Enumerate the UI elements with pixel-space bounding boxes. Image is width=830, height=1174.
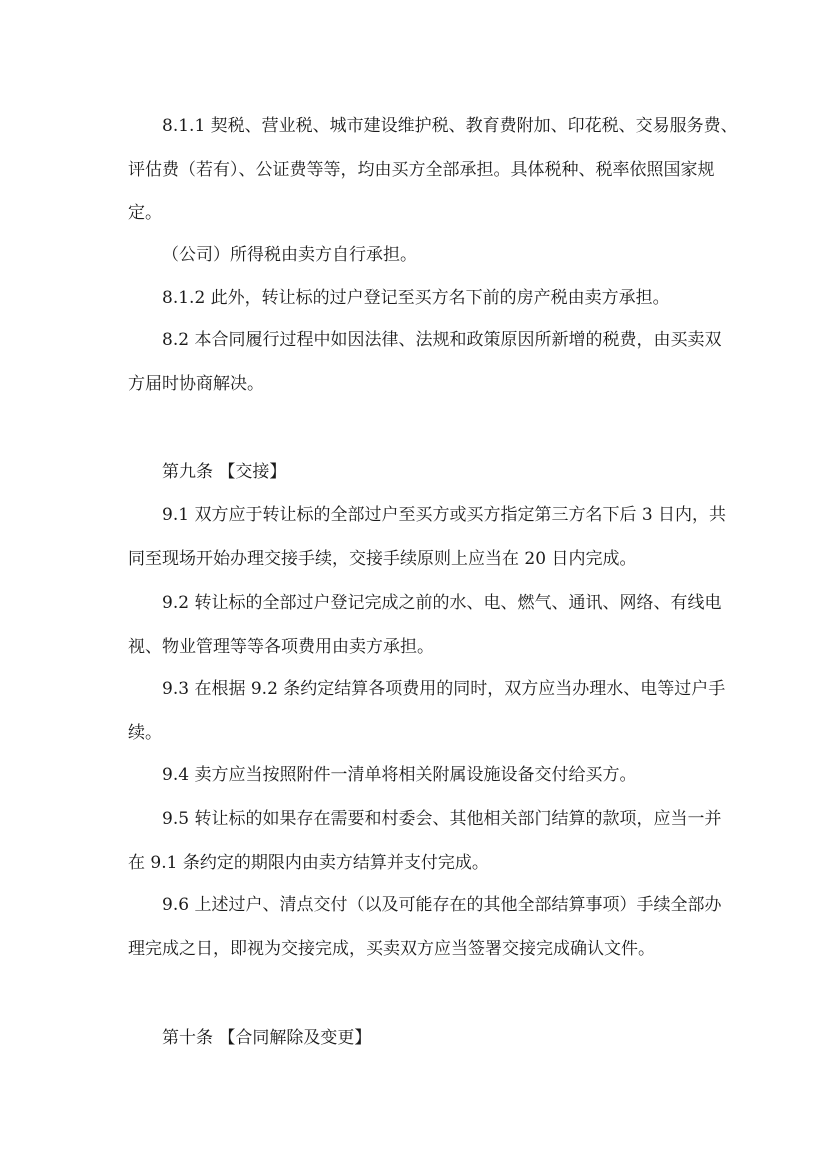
paragraph-line: 8.1.2 此外，转让标的过户登记至买方名下前的房产税由卖方承担。 bbox=[162, 288, 670, 308]
section-heading-article-9: 第九条 【交接】 bbox=[162, 462, 287, 482]
paragraph-p94 bbox=[128, 754, 728, 798]
paragraph-line: 定。 bbox=[128, 203, 162, 223]
paragraph-line: 9.1 双方应于转让标的全部过户至买方或买方指定第三方名下后 3 日内，共 bbox=[162, 505, 727, 525]
paragraph-p93 bbox=[128, 668, 728, 755]
paragraph-line: 在 9.1 条约定的期限内由卖方结算并支付完成。 bbox=[128, 852, 489, 873]
paragraph-line: 8.1.1 契税、营业税、城市建设维护税、教育费附加、印花税、交易服务费、 bbox=[162, 116, 738, 136]
paragraph-p91 bbox=[128, 494, 728, 581]
paragraph-line: 续。 bbox=[128, 722, 162, 743]
paragraph-line: 9.3 在根据 9.2 条约定结算各项费用的同时，双方应当办理水、电等过户手 bbox=[162, 679, 726, 699]
section-heading-article-10: 第十条 【合同解除及变更】 bbox=[162, 1028, 372, 1048]
paragraph-line: （公司）所得税由卖方自行承担。 bbox=[162, 245, 417, 265]
paragraph-line: 9.5 转让标的如果存在需要和村委会、其他相关部门结算的款项，应当一并 bbox=[162, 809, 722, 829]
paragraph-p96 bbox=[128, 884, 728, 971]
paragraph-line: 同至现场开始办理交接手续，交接手续原则上应当在 20 日内完成。 bbox=[128, 548, 637, 569]
paragraph-line: 8.2 本合同履行过程中如因法律、法规和政策原因所新增的税费，由买卖双 bbox=[162, 330, 722, 350]
paragraph-p95 bbox=[128, 798, 728, 885]
paragraph-line: 评估费（若有）、公证费等等，均由买方全部承担。具体税种、税率依照国家规 bbox=[128, 159, 715, 180]
paragraph-p811 bbox=[128, 105, 738, 236]
paragraph-p812 bbox=[128, 277, 728, 321]
paragraph-line: 9.2 转让标的全部过户登记完成之前的水、电、燃气、通讯、网络、有线电 bbox=[162, 593, 722, 613]
paragraph-p92 bbox=[128, 582, 728, 669]
paragraph-line: 方届时协商解决。 bbox=[128, 373, 264, 394]
paragraph-line: 9.6 上述过户、清点交付（以及可能存在的其他全部结算事项）手续全部办 bbox=[162, 895, 722, 915]
paragraph-company bbox=[128, 234, 728, 278]
paragraph-line: 9.4 卖方应当按照附件一清单将相关附属设施设备交付给买方。 bbox=[162, 765, 637, 785]
paragraph-line: 理完成之日，即视为交接完成，买卖双方应当签署交接完成确认文件。 bbox=[128, 938, 655, 959]
paragraph-line: 视、物业管理等等各项费用由卖方承担。 bbox=[128, 636, 434, 657]
paragraph-p82 bbox=[128, 319, 728, 406]
